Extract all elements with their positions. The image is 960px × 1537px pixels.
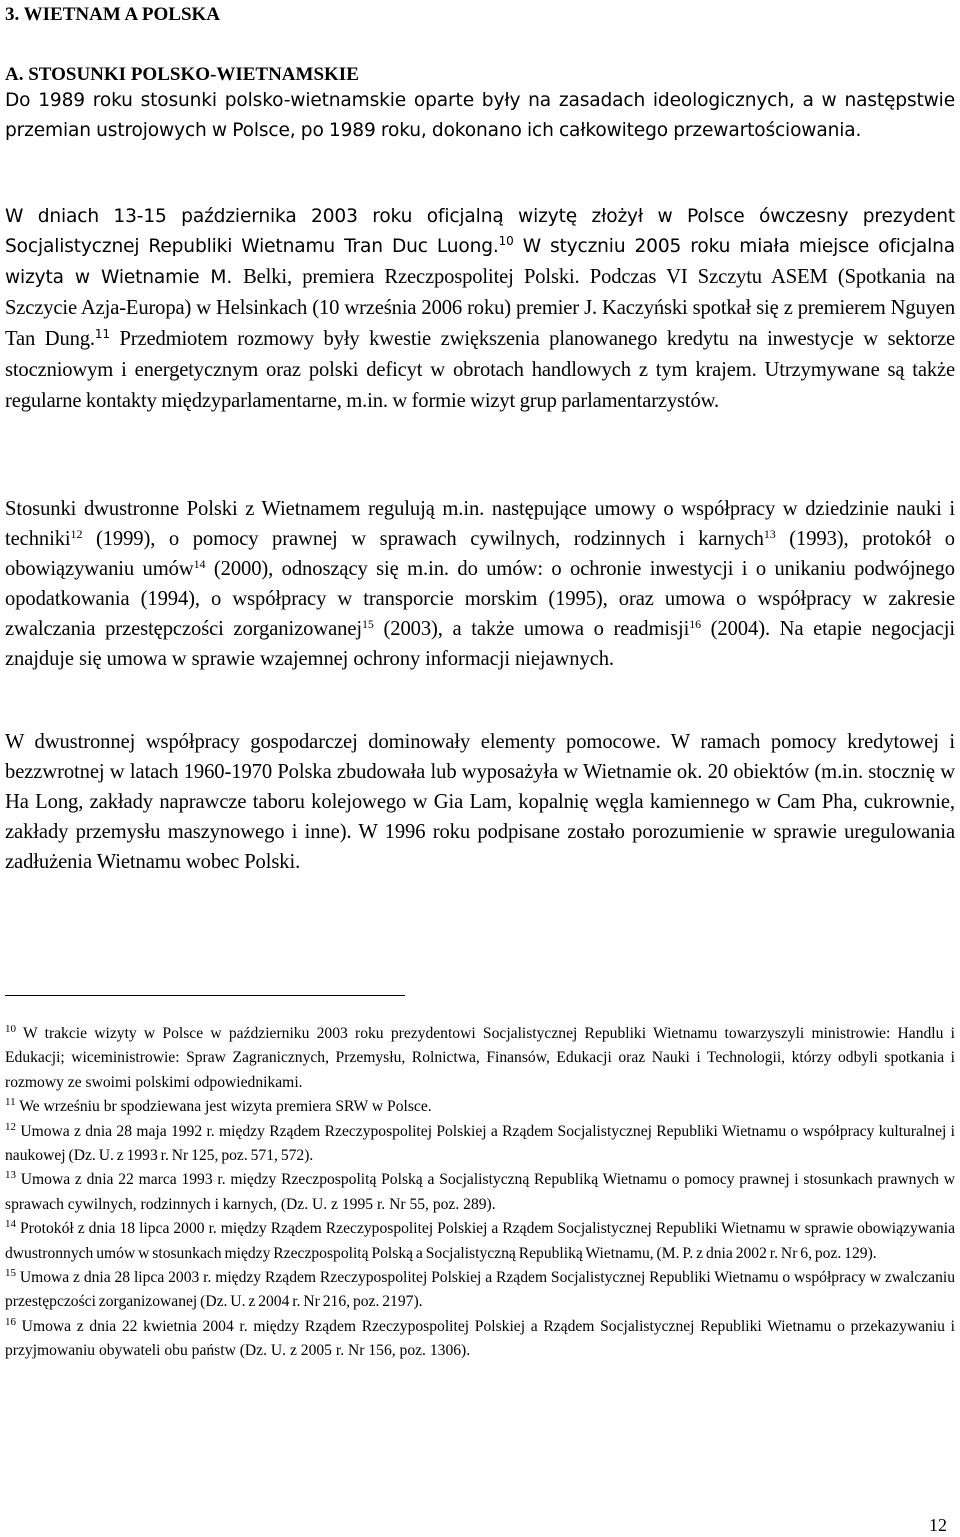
text-run: (1993), protokół o obowiązywaniu umów <box>5 528 955 580</box>
footnote-ref-14[interactable]: 14 <box>193 557 206 571</box>
footnote-number: 12 <box>5 1120 16 1133</box>
footnote-number: 15 <box>5 1267 16 1280</box>
paragraph-visits <box>5 202 955 417</box>
footnote-number: 13 <box>5 1169 16 1182</box>
text-run: (1999), o pomocy prawnej w sprawach cywilnych, rodzinnych i karnych <box>82 528 764 550</box>
text-run: Stosunki dwustronne Polski z Wietnamem regulują m.in. <box>5 498 492 520</box>
text-run: (2004). Na etapie negocjacji znajduje się umowa w sprawie wzajemnej ochrony informacji niejawnych. <box>5 618 955 670</box>
footnote-ref-15[interactable]: 15 <box>362 617 374 631</box>
footnote-text: Umowa z dnia 28 lipca 2003 r. między Rządem Rzeczypospolitej Polskiej a Rządem Socjalistycznej Republiki Wietnamu o współpracy w zwalczaniu przestępczości zorganizowanej (Dz. U. z 2004 r. Nr 216, poz. 2197). <box>5 1269 955 1311</box>
text-run: W styczniu 2005 roku miała miejsce oficjalna wizyta w Wietnamie M. <box>5 236 955 288</box>
footnote-text: Protokół z dnia 18 lipca 2000 r. między Rządem Rzeczypospolitej Polskiej a Rządem Socjalistycznej Republiki Wietnamu w sprawie obowiązywania dwustronnych umów w stosunkach między Rzeczpospolitą Polską a Socjalistyczną Republiką Wietnamu, (M. P. z dnia 2002 r. Nr 6, poz. 129). <box>5 1220 955 1262</box>
text-run: Podczas VI Szczytu ASEM (Spotkania na Szczycie Azja-Europa) w Helsinkach (10 września 2006 roku) premier J. Kaczyński spotkał się z premierem Nguyen Tan Dung. <box>5 266 955 350</box>
footnote-number: 10 <box>5 1023 16 1035</box>
section-heading: 3. WIETNAM A POLSKA <box>5 4 221 25</box>
footnote-number: 14 <box>5 1218 16 1231</box>
text-run: Przedmiotem rozmowy były kwestie zwiększenia planowanego kredytu na inwestycje w sektorze stoczniowym i energetycznym oraz polski deficyt w obrotach handlowych z tym krajem. Utrzymywane są także regularne kontakty międzyparlamentarne, m.in. w formie wizyt grup parlamentarzystów. <box>5 328 955 412</box>
footnote-11 <box>5 1095 955 1119</box>
footnote-number: 11 <box>5 1096 16 1109</box>
text-run: (2000), odnoszący się m.in. do umów: o ochronie inwestycji i o unikaniu podwójnego opodatkowania (1994), o współpracy w transporcie morskim (1995), oraz umowa o współpracy w zakresie zwalczania przestępczości zorganizowanej <box>5 558 955 640</box>
footnote-ref-12[interactable]: 12 <box>70 527 83 541</box>
text-run: W dniach 13-15 października 2003 roku oficjalną wizytę złożył w Polsce ówczesny prezydent Socjalistycznej Republiki Wietnamu Tran Duc Luong. <box>5 206 955 257</box>
footnote-ref-10[interactable]: 10 <box>498 234 514 248</box>
document-page <box>5 0 955 1537</box>
page-number: 12 <box>929 1515 947 1535</box>
footnote-12 <box>5 1120 955 1169</box>
subsection-heading: A. STOSUNKI POLSKO-WIETNAMSKIE <box>5 64 359 85</box>
footnote-10 <box>5 1022 955 1095</box>
footnote-number: 16 <box>5 1315 16 1328</box>
footnote-14 <box>5 1217 955 1266</box>
footnote-16 <box>5 1315 955 1364</box>
paragraph-intro: Do 1989 roku stosunki polsko-wietnamskie oparte były na zasadach ideologicznych, a w następstwie przemian ustrojowych w Polsce, po 1989 roku, dokonano ich całkowitego przewartościowania. <box>5 90 955 141</box>
text-run: (2003), a także umowa o readmisji <box>373 618 690 640</box>
footnote-text: Umowa z dnia 28 maja 1992 r. między Rządem Rzeczypospolitej Polskiej a Rządem Socjalistycznej Republiki Wietnamu o współpracy kulturalnej i naukowej (Dz. U. z 1993 r. Nr 125, poz. 571, 572). <box>5 1122 955 1165</box>
footnote-text: W trakcie wizyty w Polsce w październiku 2003 roku prezydentowi Socjalistycznej Republiki Wietnamu towarzyszyli ministrowie: Handlu i Edukacji; wiceministrowie: Spraw Zagranicznych, Przemysłu, Rolnictwa, Finansów, Edukacji oraz Nauki i Technologii, którzy odbyli spotkania i rozmowy ze swoimi polskimi odpowiednikami. <box>5 1025 955 1091</box>
footnote-ref-11[interactable]: 11 <box>94 327 110 341</box>
text-run: następujące umowy o współpracy w dziedzinie nauki i techniki <box>5 498 955 550</box>
paragraph-economic-cooperation: W dwustronnej współpracy gospodarczej dominowały elementy pomocowe. W ramach pomocy kredytowej i bezzwrotnej w latach 1960-1970 Polska zbudowała lub wyposażyła w Wietnamie ok. 20 obiektów (m.in. stocznię w Ha Long, zakłady naprawcze taboru kolejowego w Gia Lam, kopalnię węgla kamiennego w Cam Pha, cukrownie, zakłady przemysłu maszynowego i inne). W 1996 roku podpisane zostało porozumienie w sprawie uregulowania zadłużenia Wietnamu wobec Polski. <box>5 731 955 873</box>
paragraph-agreements <box>5 494 955 674</box>
footnote-ref-13[interactable]: 13 <box>763 527 776 541</box>
footnote-15 <box>5 1266 955 1315</box>
footnote-13 <box>5 1168 955 1217</box>
footnote-separator <box>5 995 405 996</box>
text-run: Belki, premiera Rzeczpospolitej Polski. <box>243 266 590 288</box>
footnotes-list <box>5 1022 955 1364</box>
footnote-text: Umowa z dnia 22 marca 1993 r. między Rzeczpospolitą Polską a Socjalistyczną Republiką Wietnamu o pomocy prawnej i stosunkach prawnych w sprawach cywilnych, rodzinnych i karnych, (Dz. U. z 1995 r. Nr 55, poz. 289). <box>5 1171 955 1213</box>
footnote-ref-16[interactable]: 16 <box>689 617 701 631</box>
footnote-text: We wrześniu br spodziewana jest wizyta premiera SRW w Polsce. <box>15 1098 432 1116</box>
footnote-text: Umowa z dnia 22 kwietnia 2004 r. między Rządem Rzeczypospolitej Polskiej a Rządem Socjalistycznej Republiki Wietnamu o przekazywaniu i przyjmowaniu obywateli obu państw (Dz. U. z 2005 r. Nr 156, poz. 1306). <box>5 1317 955 1360</box>
